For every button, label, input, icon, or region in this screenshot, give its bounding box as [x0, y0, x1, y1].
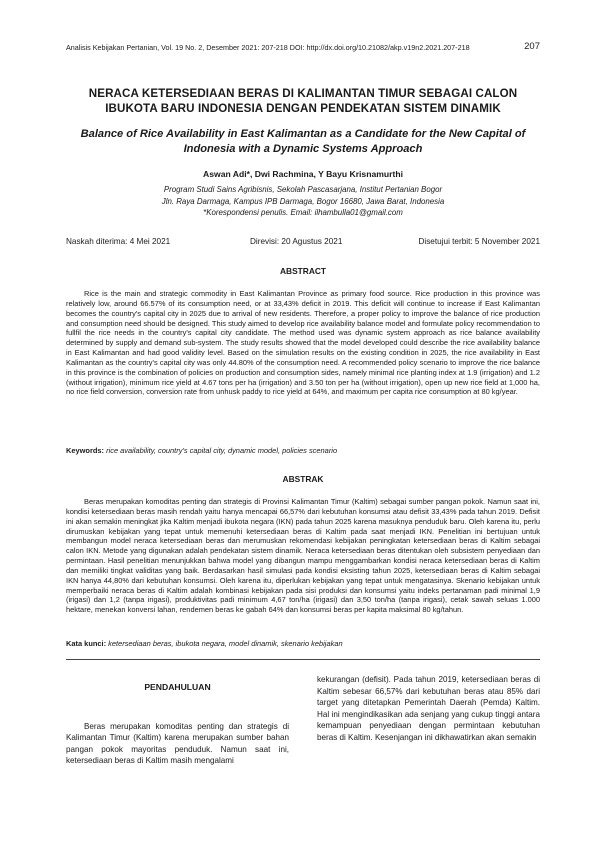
intro-paragraph: Beras merupakan komoditas penting dan strategis di Kalimantan Timur (Kaltim) karena merupakan sumber bahan pangan pokok mayoritas penduduk. Namun saat ini, ketersediaan beras di Kaltim masih mengalami — [66, 721, 289, 766]
running-header-citation: Analisis Kebijakan Pertanian, Vol. 19 No. 2, Desember 2021: 207-218 DOI: http://dx.doi.org/10.21082/akp.v19n2.2021.207-218 — [66, 43, 470, 52]
keywords-label: Keywords: — [66, 446, 105, 455]
page-number: 207 — [524, 41, 540, 52]
date-received: Naskah diterima: 4 Mei 2021 — [66, 237, 171, 246]
section-divider — [66, 659, 540, 660]
date-revised: Direvisi: 20 Agustus 2021 — [250, 237, 343, 246]
keywords-list: rice availability, country's capital city, dynamic model, policies scenario — [106, 446, 338, 455]
date-accepted: Disetujui terbit: 5 November 2021 — [418, 237, 540, 246]
affiliation — [66, 184, 540, 219]
kata-kunci-list: ketersediaan beras, ibukota negara, model dinamik, skenario kebijakan — [108, 639, 343, 648]
running-header — [66, 43, 540, 53]
keywords-indonesian — [66, 639, 540, 649]
abstract-indonesian-body: Beras merupakan komoditas penting dan strategis di Provinsi Kalimantan Timur (Kaltim) sebagai sumber pangan pokok. Namun saat ini, kondisi ketersediaan beras masih rendah yaitu hanya mencapai 66,57% dari kebutuhan konsumsi atau defisit 33,43% pada tahun 2019. Defisit ini akan semakin meningkat jika Kaltim menjadi ibukota negara (IKN) pada tahun 2025 karena masuknya penduduk baru. Oleh karena itu, perlu dirumuskan kebijakan yang tepat untuk memenuhi ketersediaan beras di Kaltim pada saat menjadi IKN. Penelitian ini bertujuan untuk membangun model neraca ketersediaan beras dan merumuskan rekomendasi kebijakan peningkatan ketersediaan beras di Kaltim sebagai calon IKN. Metode yang digunakan adalah pendekatan sistem dinamik. Neraca ketersediaan beras ditentukan oleh subsistem penyediaan dan permintaan. Hasil penelitian menunjukkan bahwa model yang dibangun mampu menggambarkan kondisi neraca ketersediaan beras di Kaltim dan memiliki tingkat validitas yang baik. Berdasarkan hasil simulasi pada kondisi eksisting tahun 2025, ketersediaan beras di Kaltim sebagai IKN hanya 44,80% dari kebutuhan konsumsi. Oleh karena itu, diperlukan kebijakan yang tepat untuk mengatasinya. Skenario kebijakan untuk memperbaiki neraca beras di Kaltim adalah kombinasi kebijakan pada sisi produksi dan konsumsi yaitu indeks pertanaman padi minimal 1,9 (irigasi) dan 1,2 (tanpa irigasi), produktivitas padi minimum 4,67 ton/ha (irigasi) dan 3,50 ton/ha (tanpa irigasi), cetak sawah seluas 1.000 hektare, menekan konversi lahan, rendemen beras ke gabah 64% dan konsumsi beras per kapita maksimal 80 kg/tahun. — [66, 497, 540, 615]
abstrak-heading: ABSTRAK — [282, 474, 324, 484]
intro-right-column — [317, 674, 540, 744]
title-indonesian: NERACA KETERSEDIAAN BERAS DI KALIMANTAN TIMUR SEBAGAI CALON IBUKOTA BARU INDONESIA DENGAN PENDEKATAN SISTEM DINAMIK — [88, 87, 518, 115]
keywords-english — [66, 446, 540, 456]
authors: Aswan Adi*, Dwi Rachmina, Y Bayu Krisnamurthi — [203, 169, 403, 179]
affiliation-line: Jln. Raya Darmaga, Kampus IPB Darmaga, Bogor 16680, Jawa Barat, Indonesia — [161, 196, 445, 206]
title-english: Balance of Rice Availability in East Kalimantan as a Candidate for the New Capital of Indonesia with a Dynamic Systems Approach — [80, 128, 526, 155]
intro-left-column — [66, 682, 289, 767]
abstract-heading: ABSTRACT — [279, 266, 327, 276]
kata-kunci-label: Kata kunci: — [66, 639, 107, 648]
intro-heading: PENDAHULUAN — [144, 682, 211, 692]
abstract-english-body: Rice is the main and strategic commodity in East Kalimantan Province as primary food source. Rice production in this province was relatively low, around 66.57% of its consumption need, or at 33,43% deficit in 2019. This deficit will continue to increase if East Kalimantan becomes the country's capital city in 2025 due to arrival of new residents. Therefore, a proper policy to improve the balance of rice production and consumption need should be designed. This study aimed to develop rice availability balance model and formulate policy recommendation to fullfil the rice needs in the country's capital city candidate. The method used was dynamic system approach as rice balance availability determined by supply and demand sub-system. The study results showed that the model developed could describe the rice availability balance in East Kalimantan and had good validity level. Based on the simulation results on the existing condition in 2025, the rice availability in East Kalimantan as the country's capital city was only 44.80% of the consumption need. A recommended policy scenario to improve the rice balance in this province is the combination of policies on production and consumption sides, namely minimal rice planting index at 1.9 (irrigation) and 1.2 (without irrigation), minimum rice yield at 4.67 tons per ha (irrigation) and 3.50 ton per ha (without irrigation), open up new rice field at 1,000 ha, no rice field conversion, conversion rate from unhusk paddy to rice yield at 64%, and maximum per capita rice consumption at 80 kg/year. — [66, 289, 540, 397]
intro-paragraph-continued: kekurangan (defisit). Pada tahun 2019, ketersediaan beras di Kaltim sebesar 66,57% dari kebutuhan beras atau 85% dari target yang ditetapkan Pemerintah Daerah (Pemda) Kaltim. Hal ini mengindikasikan ada senjang yang cukup tinggi antara kemampuan penyediaan dengan permintaan kebutuhan beras di Kaltim. Kesenjangan ini dikhawatirkan akan semakin — [317, 675, 540, 742]
correspondence-line: *Korespondensi penulis. Email: ilhambulla01@gmail.com — [203, 208, 403, 217]
affiliation-line: Program Studi Sains Agribisnis, Sekolah Pascasarjana, Institut Pertanian Bogor — [163, 185, 443, 194]
manuscript-dates — [66, 237, 540, 249]
